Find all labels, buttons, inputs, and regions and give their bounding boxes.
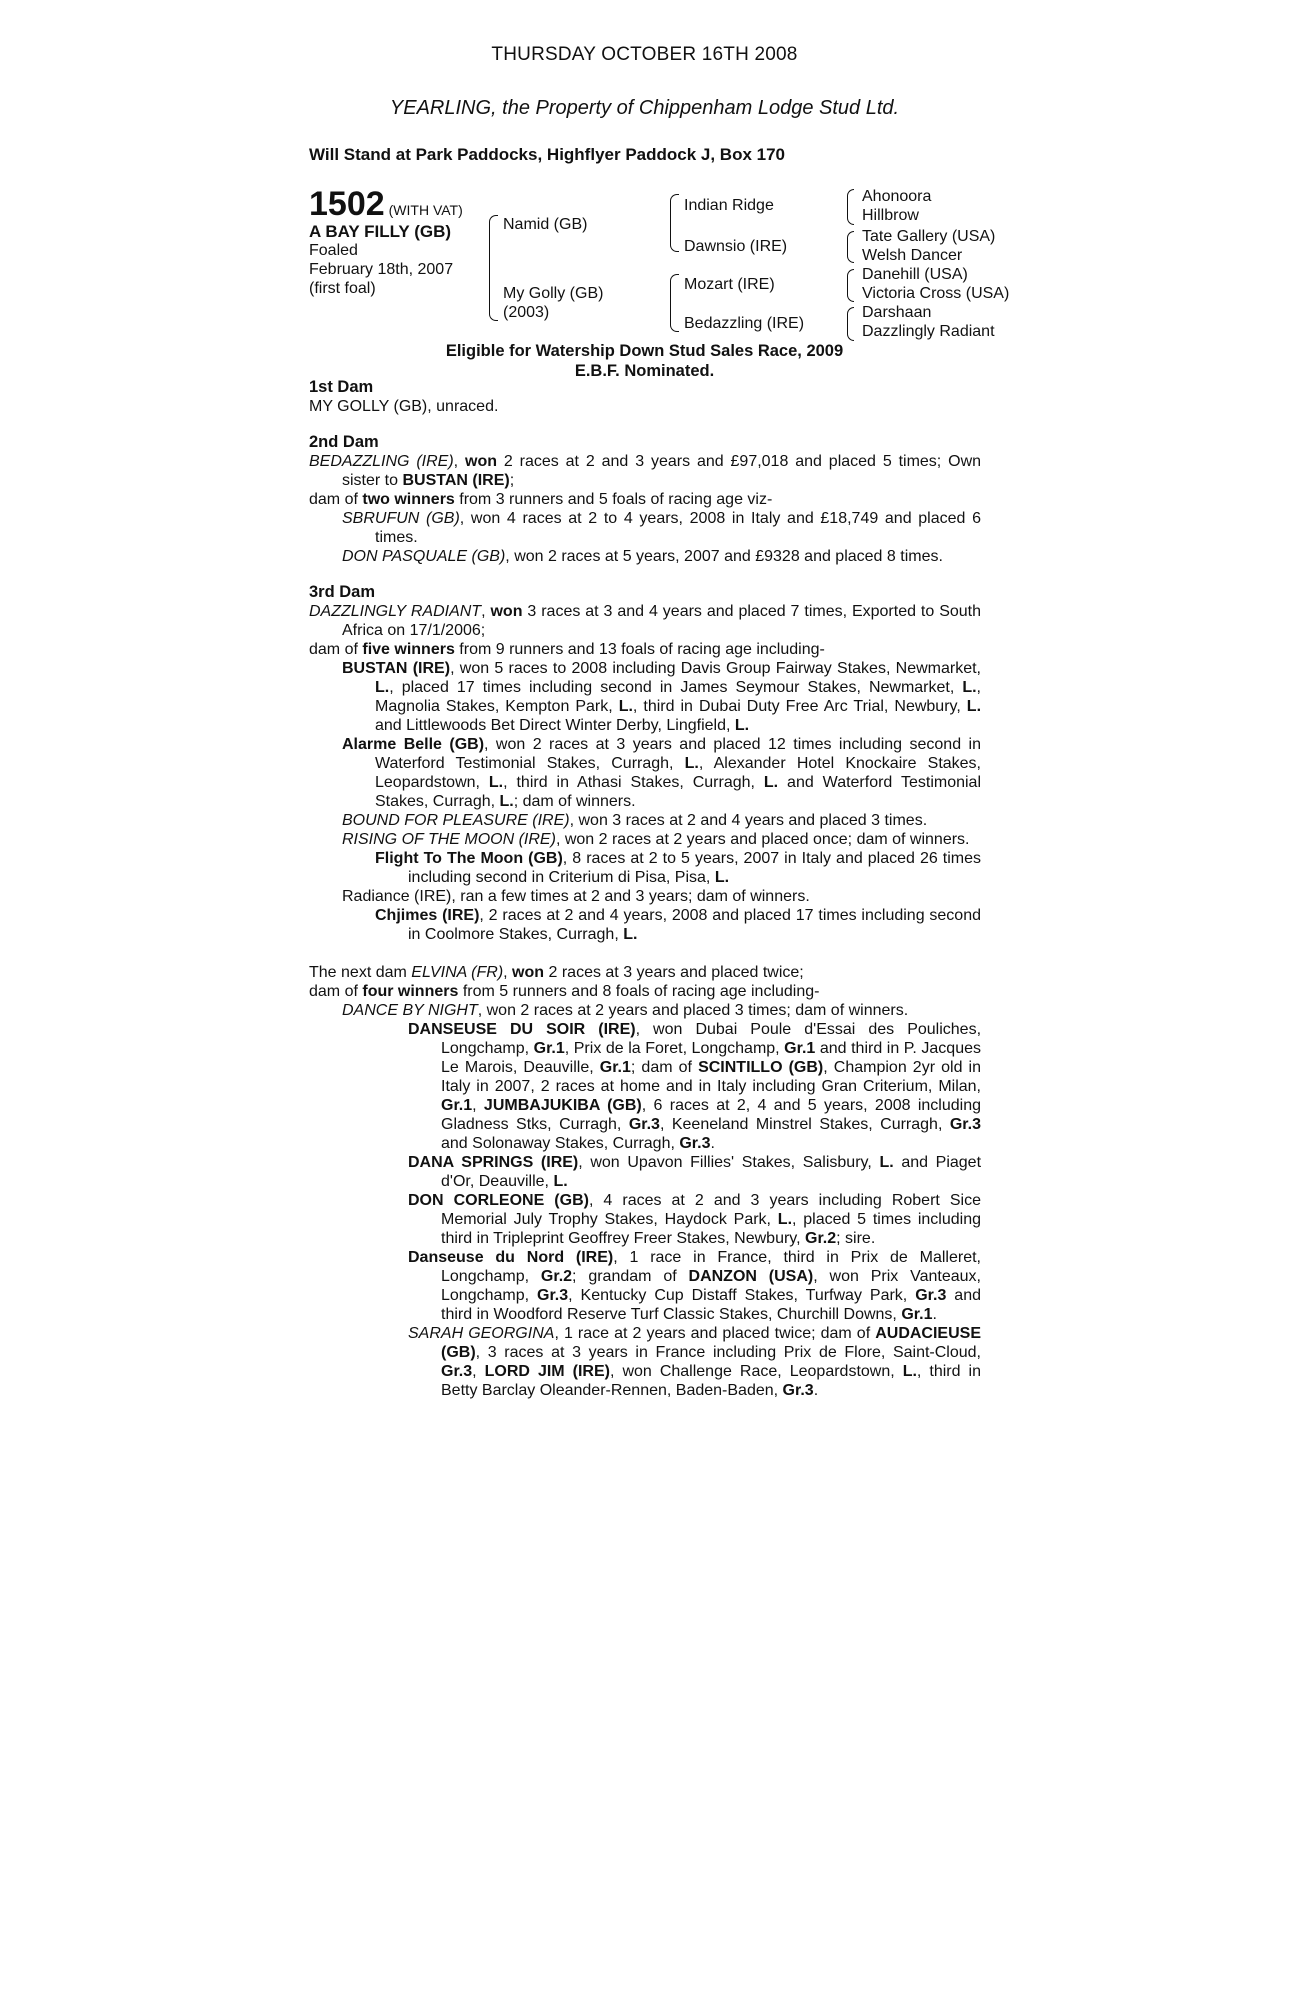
text: , placed 17 times including second in James Seymour Stakes, Newmarket, xyxy=(389,679,963,696)
listed-mark: L. xyxy=(966,698,982,715)
group-mark: Gr.3 xyxy=(782,1382,814,1399)
third-dam-summary xyxy=(309,602,981,640)
text: , Keeneland Minstrel Stakes, Curragh, xyxy=(659,1116,950,1133)
text: , Magnolia Stakes, Kempton Park, xyxy=(375,679,981,715)
text: , won 2 races at 5 years, 2007 and £9328 and placed 8 times. xyxy=(505,548,943,565)
pedigree-brace xyxy=(489,215,498,321)
listed-mark: L. xyxy=(618,698,633,715)
first-dam-text: MY GOLLY (GB), unraced. xyxy=(309,398,499,415)
produce-entry xyxy=(309,906,981,944)
text: , Champion 2yr old in Italy in 2007, 2 races at home and in Italy including Gran Criterium, Milan, xyxy=(441,1059,982,1095)
group-mark: Gr.3 xyxy=(949,1116,981,1133)
text: from 5 runners and 8 foals of racing age including- xyxy=(458,983,820,1000)
pedigree-sire-sire: Indian Ridge xyxy=(684,197,774,214)
text: . xyxy=(932,1306,937,1323)
listed-mark: L. xyxy=(777,1211,793,1228)
horse-name: RISING OF THE MOON (IRE) xyxy=(342,831,556,848)
horse-name: Chjimes (IRE) xyxy=(375,907,480,924)
pedigree-dam-sire: Mozart (IRE) xyxy=(684,276,775,293)
produce-entry xyxy=(309,849,981,887)
group-mark: Gr.3 xyxy=(628,1116,660,1133)
text: , third in Betty Barclay Oleander-Rennen, Baden-Baden, xyxy=(441,1363,981,1399)
next-dam-produce-line xyxy=(309,982,981,1001)
text: won xyxy=(512,964,545,981)
produce-entry xyxy=(309,830,981,849)
text: , 1 race at 2 years and placed twice; dam of xyxy=(554,1325,876,1342)
pedigree-g6: Victoria Cross (USA) xyxy=(862,285,1010,302)
pedigree-dam: My Golly (GB) xyxy=(503,285,604,302)
second-dam-summary xyxy=(309,452,981,490)
text: ; dam of winners. xyxy=(513,793,636,810)
lot-name: A BAY FILLY (GB) xyxy=(309,222,452,241)
produce-entry xyxy=(309,1248,981,1324)
stand-location: Will Stand at Park Paddocks, Highflyer Paddock J, Box 170 xyxy=(309,145,785,164)
second-dam-section xyxy=(309,433,981,566)
text: dam of xyxy=(309,491,363,508)
horse-name: DON CORLEONE (GB) xyxy=(408,1192,589,1209)
group-mark: Gr.1 xyxy=(784,1040,816,1057)
horse-name: DANA SPRINGS (IRE) xyxy=(408,1154,579,1171)
text: , won 2 races at 2 years and placed 3 times; dam of winners. xyxy=(477,1002,909,1019)
horse-name: ELVINA (FR) xyxy=(411,964,504,981)
listed-mark: L. xyxy=(763,774,779,791)
group-mark: Gr.1 xyxy=(533,1040,565,1057)
horse-name: JUMBAJUKIBA (GB) xyxy=(483,1097,642,1114)
listed-mark: L. xyxy=(375,679,390,696)
listed-mark: L. xyxy=(902,1363,917,1380)
pedigree-brace xyxy=(847,269,854,302)
pedigree-brace xyxy=(847,307,854,341)
next-dam-summary xyxy=(309,963,981,982)
yearling-vendor: YEARLING, the Property of Chippenham Lodge Stud Ltd. xyxy=(389,97,900,119)
text: ; dam of xyxy=(630,1059,699,1076)
text: , won Dubai Poule d'Essai des Pouliches, Longchamp, xyxy=(441,1021,982,1057)
lot-number: 1502 xyxy=(309,185,385,223)
text: , won 2 races at 2 years and placed once; dam of winners. xyxy=(555,831,970,848)
group-mark: Gr.3 xyxy=(441,1363,473,1380)
text: , won Prix Vanteaux, Longchamp, xyxy=(441,1268,981,1304)
produce-entry: Radiance (IRE), ran a few times at 2 and 3 years; dam of winners. xyxy=(342,888,810,905)
horse-name: DANSEUSE DU SOIR (IRE) xyxy=(408,1021,636,1038)
text: , xyxy=(503,964,513,981)
text: and Waterford Testimonial Stakes, Curragh, xyxy=(375,774,981,810)
text: won xyxy=(490,603,523,620)
listed-mark: L. xyxy=(734,717,750,734)
produce-entry xyxy=(309,547,981,566)
horse-name: BUSTAN (IRE) xyxy=(342,660,451,677)
second-dam-produce-line xyxy=(309,490,981,509)
section-heading: 2nd Dam xyxy=(309,433,379,451)
text: , Kentucky Cup Distaff Stakes, Turfway Park, xyxy=(568,1287,916,1304)
listed-mark: L. xyxy=(623,926,638,943)
pedigree-brace xyxy=(847,189,854,225)
horse-name: AUDACIEUSE (GB) xyxy=(441,1325,981,1361)
pedigree-sire-dam: Dawnsio (IRE) xyxy=(684,238,788,255)
pedigree-brace xyxy=(670,194,679,252)
text: , won Challenge Race, Leopardstown, xyxy=(609,1363,903,1380)
listed-mark: L. xyxy=(962,679,977,696)
text: , placed 5 times including third in Tripleprint Geoffrey Freer Stakes, Newbury, xyxy=(441,1211,982,1247)
pedigree-dam-dam: Bedazzling (IRE) xyxy=(684,315,805,332)
produce-entry xyxy=(309,1191,981,1248)
third-dam-produce-line xyxy=(309,640,981,659)
foaled-date: February 18th, 2007 xyxy=(309,261,454,278)
produce-entry xyxy=(309,735,981,811)
text: . xyxy=(710,1135,715,1152)
listed-mark: L. xyxy=(714,869,730,886)
produce-entry xyxy=(309,1020,981,1153)
foal-note: (first foal) xyxy=(309,280,376,297)
listed-mark: L. xyxy=(488,774,504,791)
text: , won 5 races to 2008 including Davis Group Fairway Stakes, Newmarket, xyxy=(450,660,981,677)
text: . xyxy=(813,1382,819,1399)
section-heading: 1st Dam xyxy=(309,378,374,396)
text: won xyxy=(465,453,497,470)
third-dam-section xyxy=(309,583,981,944)
section-heading: 3rd Dam xyxy=(309,583,376,601)
text: , won Upavon Fillies' Stakes, Salisbury, xyxy=(578,1154,880,1171)
group-mark: Gr.2 xyxy=(540,1268,573,1285)
text: from 9 runners and 13 foals of racing age including- xyxy=(454,641,825,658)
text: , 2 races at 2 and 4 years, 2008 and placed 17 times including second in Coolmore Stakes, Curragh, xyxy=(408,907,982,943)
group-mark: Gr.3 xyxy=(915,1287,947,1304)
text: , xyxy=(453,453,465,470)
text: , won 2 races at 3 years and placed 12 times including second in Waterford Testimonial Stakes, Curragh, xyxy=(375,736,981,772)
ebf-line: E.B.F. Nominated. xyxy=(574,362,715,380)
horse-name: Flight To The Moon (GB) xyxy=(375,850,563,867)
produce-entry xyxy=(309,1153,981,1191)
text: , xyxy=(481,603,491,620)
text: The next dam xyxy=(309,964,412,981)
text: , won 3 races at 2 and 4 years and placed 3 times. xyxy=(569,812,928,829)
text: , 3 races at 3 years in France including Prix de Flore, Saint-Cloud, xyxy=(475,1344,981,1361)
vat-note: (WITH VAT) xyxy=(388,202,463,218)
text: ; grandam of xyxy=(572,1268,689,1285)
produce-record xyxy=(309,378,981,1400)
pedigree-g8: Dazzlingly Radiant xyxy=(862,323,995,340)
text: five winners xyxy=(362,641,455,658)
text: two winners xyxy=(362,491,455,508)
horse-name: SARAH GEORGINA xyxy=(408,1325,555,1342)
horse-name: SBRUFUN (GB) xyxy=(342,510,460,527)
group-mark: Gr.1 xyxy=(441,1097,473,1114)
horse-name: SCINTILLO (GB) xyxy=(698,1059,824,1076)
produce-entry xyxy=(309,1324,981,1400)
pedigree-brace xyxy=(847,231,854,263)
text: and third in Woodford Reserve Turf Classic Stakes, Churchill Downs, xyxy=(441,1287,982,1323)
first-dam-section xyxy=(309,378,981,416)
text: 2 races at 2 and 3 years and £97,018 and placed 5 times; Own sister to xyxy=(342,453,982,489)
text: and Littlewoods Bet Direct Winter Derby, Lingfield, xyxy=(375,717,735,734)
group-mark: Gr.2 xyxy=(805,1230,837,1247)
text: dam of xyxy=(309,983,363,1000)
group-mark: Gr.3 xyxy=(537,1287,569,1304)
pedigree-brace xyxy=(670,274,679,332)
text: , 4 races at 2 and 3 years including Robert Sice Memorial July Trophy Stakes, Haydock Park, xyxy=(441,1192,981,1228)
listed-mark: L. xyxy=(553,1173,568,1190)
foaled-label: Foaled xyxy=(309,242,358,259)
text: ; xyxy=(509,472,515,489)
pedigree-g1: Ahonoora xyxy=(862,188,932,205)
pedigree-sire: Namid (GB) xyxy=(503,216,588,233)
text: , xyxy=(472,1363,485,1380)
pedigree-g5: Danehill (USA) xyxy=(862,266,968,283)
horse-name: DON PASQUALE (GB) xyxy=(342,548,506,565)
produce-entry xyxy=(309,1001,981,1020)
text: , won 4 races at 2 to 4 years, 2008 in Italy and £18,749 and placed 6 times. xyxy=(375,510,981,546)
next-dam-section xyxy=(309,963,981,1400)
horse-name: Danseuse du Nord (IRE) xyxy=(408,1249,614,1266)
text: , 8 races at 2 to 5 years, 2007 in Italy and placed 26 times including second in Criterium di Pisa, Pisa, xyxy=(408,850,981,886)
text: dam of xyxy=(309,641,363,658)
lot-info xyxy=(309,186,489,298)
pedigree-g3: Tate Gallery (USA) xyxy=(862,228,996,245)
horse-name: LORD JIM (IRE) xyxy=(484,1363,610,1380)
sale-date: THURSDAY OCTOBER 16TH 2008 xyxy=(491,44,798,65)
produce-entry xyxy=(309,659,981,735)
horse-name: DANCE BY NIGHT xyxy=(342,1002,478,1019)
produce-entry xyxy=(309,509,981,547)
listed-mark: L. xyxy=(879,1154,894,1171)
text: four winners xyxy=(362,983,459,1000)
text: 2 races at 3 years and placed twice; xyxy=(544,964,804,981)
horse-name: BEDAZZLING (IRE) xyxy=(309,453,454,470)
eligibility xyxy=(0,341,1289,381)
text: , 6 races at 2, 4 and 5 years, 2008 including Gladness Stks, Curragh, xyxy=(441,1097,982,1133)
horse-name: DANZON (USA) xyxy=(688,1268,814,1285)
group-mark: Gr.1 xyxy=(599,1059,631,1076)
horse-name: BOUND FOR PLEASURE (IRE) xyxy=(342,812,570,829)
text: ; sire. xyxy=(836,1230,876,1247)
text: and third in P. Jacques Le Marois, Deauville, xyxy=(441,1040,981,1076)
text: , third in Athasi Stakes, Curragh, xyxy=(503,774,764,791)
group-mark: Gr.1 xyxy=(901,1306,933,1323)
text: , xyxy=(472,1097,484,1114)
horse-name: Alarme Belle (GB) xyxy=(342,736,485,753)
text: 3 races at 3 and 4 years and placed 7 times, Exported to South Africa on 17/1/2006; xyxy=(342,603,982,639)
pedigree-g7: Darshaan xyxy=(862,304,932,321)
eligibility-line: Eligible for Watership Down Stud Sales Race, 2009 xyxy=(445,342,844,360)
horse-name: DAZZLINGLY RADIANT xyxy=(309,603,482,620)
text: , Prix de la Foret, Longchamp, xyxy=(564,1040,785,1057)
listed-mark: L. xyxy=(499,793,514,810)
text: , third in Dubai Duty Free Arc Trial, Newbury, xyxy=(632,698,967,715)
pedigree-dam-year: (2003) xyxy=(503,304,550,321)
produce-entry xyxy=(309,811,981,830)
text: and Piaget d'Or, Deauville, xyxy=(441,1154,982,1190)
listed-mark: L. xyxy=(684,755,699,772)
horse-name: BUSTAN (IRE) xyxy=(402,472,510,489)
text: , 1 race in France, third in Prix de Malleret, Longchamp, xyxy=(441,1249,981,1285)
pedigree-g2: Hillbrow xyxy=(862,207,919,224)
text: from 3 runners and 5 foals of racing age viz- xyxy=(454,491,773,508)
pedigree-g4: Welsh Dancer xyxy=(862,247,963,264)
text: and Solonaway Stakes, Curragh, xyxy=(441,1135,680,1152)
text: , Alexander Hotel Knockaire Stakes, Leopardstown, xyxy=(375,755,981,791)
group-mark: Gr.3 xyxy=(679,1135,711,1152)
